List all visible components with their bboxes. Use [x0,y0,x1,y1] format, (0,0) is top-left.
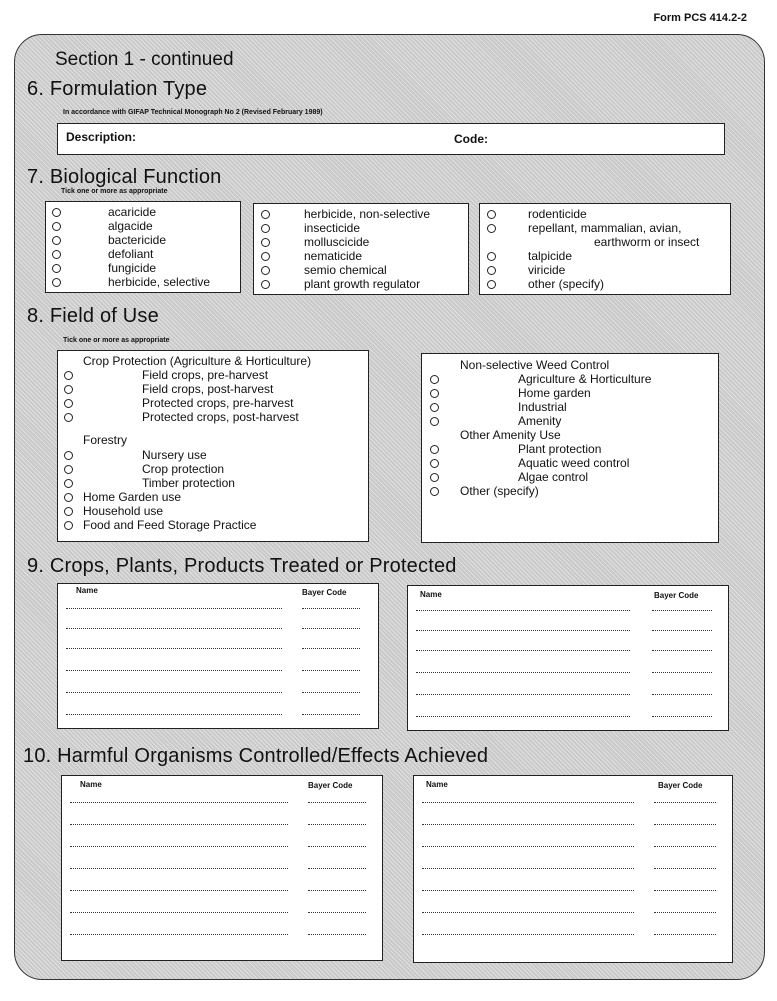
radio-button[interactable] [64,451,73,460]
entry-line[interactable] [416,694,630,695]
biological-note: Tick one or more as appropriate [61,188,168,195]
code-entry-line[interactable] [308,846,366,847]
entry-line[interactable] [66,628,282,629]
option-label: Protected crops, pre-harvest [142,396,294,410]
radio-button[interactable] [430,445,439,454]
group-heading: Crop Protection (Agriculture & Horticulture) [83,354,312,368]
option-label: nematicide [304,249,363,263]
radio-button[interactable] [52,264,61,273]
entry-line[interactable] [416,716,630,717]
option-label: talpicide [528,249,573,263]
option-label: viricide [528,263,566,277]
description-label: Description: [66,130,137,144]
radio-button[interactable] [430,459,439,468]
entry-line[interactable] [66,692,282,693]
code-entry-line[interactable] [654,868,716,869]
option-label: Industrial [518,400,567,414]
crops-heading: 9. Crops, Plants, Products Treated or Protected [27,555,457,577]
option-label: molluscicide [304,235,370,249]
bayer-code-column-header: Bayer Code [658,781,703,790]
entry-line[interactable] [70,802,288,803]
entry-line[interactable] [422,824,634,825]
option-label: Home garden [518,386,591,400]
code-entry-line[interactable] [652,650,712,651]
code-entry-line[interactable] [308,824,366,825]
code-entry-line[interactable] [652,672,712,673]
radio-button[interactable] [487,266,496,275]
option-label: repellant, mammalian, avian, [528,221,682,235]
code-label: Code: [454,132,488,146]
option-label: acaricide [108,205,157,219]
formulation-type-heading: 6. Formulation Type [27,78,208,100]
entry-line[interactable] [416,630,630,631]
code-entry-line[interactable] [654,802,716,803]
entry-line[interactable] [70,912,288,913]
bio-function-box-1 [45,201,241,293]
option-label: Agriculture & Horticulture [518,372,652,386]
radio-button[interactable] [487,224,496,233]
option-label: Nursery use [142,448,207,462]
code-entry-line[interactable] [652,716,712,717]
bio-function-box-2 [253,203,469,295]
field-of-use-note: Tick one or more as appropriate [63,337,170,344]
option-label: Other (specify) [460,484,539,498]
option-label: other (specify) [528,277,605,291]
option-label: Plant protection [518,442,602,456]
radio-button[interactable] [64,521,73,530]
name-column-header: Name [426,780,448,789]
entry-line[interactable] [422,868,634,869]
radio-button[interactable] [64,385,73,394]
organisms-table-right[interactable] [413,775,733,963]
radio-button[interactable] [261,238,270,247]
bio-function-box-3 [479,203,731,295]
radio-button[interactable] [52,222,61,231]
radio-button[interactable] [430,473,439,482]
code-entry-line[interactable] [308,802,366,803]
entry-line[interactable] [70,890,288,891]
formulation-note: In accordance with GIFAP Technical Monograph No 2 (Revised February 1989) [63,109,323,116]
radio-button[interactable] [261,210,270,219]
option-label: herbicide, selective [108,275,211,289]
entry-line[interactable] [422,912,634,913]
option-label: Timber protection [142,476,235,490]
option-label: algacide [108,219,153,233]
code-entry-line[interactable] [308,868,366,869]
code-entry-line[interactable] [652,694,712,695]
radio-button[interactable] [52,250,61,259]
option-label: Household use [83,504,164,518]
radio-button[interactable] [261,266,270,275]
harmful-organisms-heading: 10. Harmful Organisms Controlled/Effects Achieved [23,745,489,767]
option-label: semio chemical [304,263,387,277]
radio-button[interactable] [430,487,439,496]
option-label: Protected crops, post-harvest [142,410,299,424]
option-label: insecticide [304,221,361,235]
code-entry-line[interactable] [654,824,716,825]
option-label: Aquatic weed control [518,456,630,470]
form-number: Form PCS 414.2-2 [653,12,747,24]
code-entry-line[interactable] [654,934,716,935]
code-entry-line[interactable] [302,714,360,715]
option-label: herbicide, non-selective [304,207,431,221]
radio-button[interactable] [52,278,61,287]
code-entry-line[interactable] [302,628,360,629]
radio-button[interactable] [64,507,73,516]
option-label: Field crops, pre-harvest [142,368,269,382]
name-column-header: Name [420,590,442,599]
option-label: earthworm or insect [594,235,700,249]
name-column-header: Name [80,780,102,789]
radio-button[interactable] [64,399,73,408]
formulation-input-box[interactable] [57,123,725,155]
radio-button[interactable] [261,280,270,289]
radio-button[interactable] [64,493,73,502]
entry-line[interactable] [422,802,634,803]
radio-button[interactable] [430,403,439,412]
entry-line[interactable] [416,610,630,611]
entry-line[interactable] [66,714,282,715]
name-column-header: Name [76,586,98,595]
code-entry-line[interactable] [654,890,716,891]
code-entry-line[interactable] [308,934,366,935]
radio-button[interactable] [430,389,439,398]
option-label: fungicide [108,261,157,275]
entry-line[interactable] [66,648,282,649]
option-label: defoliant [108,247,154,261]
entry-line[interactable] [66,608,282,609]
group-heading: Forestry [83,433,128,447]
option-label: Home Garden use [83,490,182,504]
form-panel [14,34,765,980]
code-entry-line[interactable] [652,630,712,631]
entry-line[interactable] [416,672,630,673]
radio-button[interactable] [487,280,496,289]
field-of-use-box-left [57,350,369,542]
entry-line[interactable] [422,934,634,935]
entry-line[interactable] [422,846,634,847]
option-label: Algae control [518,470,589,484]
entry-line[interactable] [66,670,282,671]
biological-function-heading: 7. Biological Function [27,166,222,188]
code-entry-line[interactable] [652,610,712,611]
radio-button[interactable] [64,479,73,488]
radio-button[interactable] [261,252,270,261]
section-title: Section 1 - continued [55,49,234,70]
entry-line[interactable] [422,890,634,891]
radio-button[interactable] [430,417,439,426]
code-entry-line[interactable] [308,890,366,891]
entry-line[interactable] [70,846,288,847]
radio-button[interactable] [487,252,496,261]
bayer-code-column-header: Bayer Code [654,591,699,600]
option-label: bactericide [108,233,167,247]
code-entry-line[interactable] [654,846,716,847]
field-of-use-box-right [421,353,719,543]
code-entry-line[interactable] [302,608,360,609]
option-label: plant growth regulator [304,277,421,291]
code-entry-line[interactable] [308,912,366,913]
code-entry-line[interactable] [654,912,716,913]
option-label: Field crops, post-harvest [142,382,274,396]
option-label: Food and Feed Storage Practice [83,518,257,532]
crops-table-left[interactable] [57,583,379,729]
radio-button[interactable] [52,236,61,245]
code-entry-line[interactable] [302,670,360,671]
entry-line[interactable] [70,824,288,825]
code-entry-line[interactable] [302,648,360,649]
option-label: Amenity [518,414,562,428]
organisms-table-left[interactable] [61,775,383,961]
radio-button[interactable] [430,375,439,384]
radio-button[interactable] [64,465,73,474]
bayer-code-column-header: Bayer Code [302,588,347,597]
entry-line[interactable] [70,868,288,869]
entry-line[interactable] [70,934,288,935]
option-label: rodenticide [528,207,587,221]
radio-button[interactable] [261,224,270,233]
group-heading: Other Amenity Use [460,428,561,442]
bayer-code-column-header: Bayer Code [308,781,353,790]
group-heading: Non-selective Weed Control [460,358,610,372]
radio-button[interactable] [52,208,61,217]
code-entry-line[interactable] [302,692,360,693]
radio-button[interactable] [64,371,73,380]
field-of-use-heading: 8. Field of Use [27,305,159,327]
entry-line[interactable] [416,650,630,651]
radio-button[interactable] [64,413,73,422]
crops-table-right[interactable] [407,585,729,731]
option-label: Crop protection [142,462,225,476]
radio-button[interactable] [487,210,496,219]
